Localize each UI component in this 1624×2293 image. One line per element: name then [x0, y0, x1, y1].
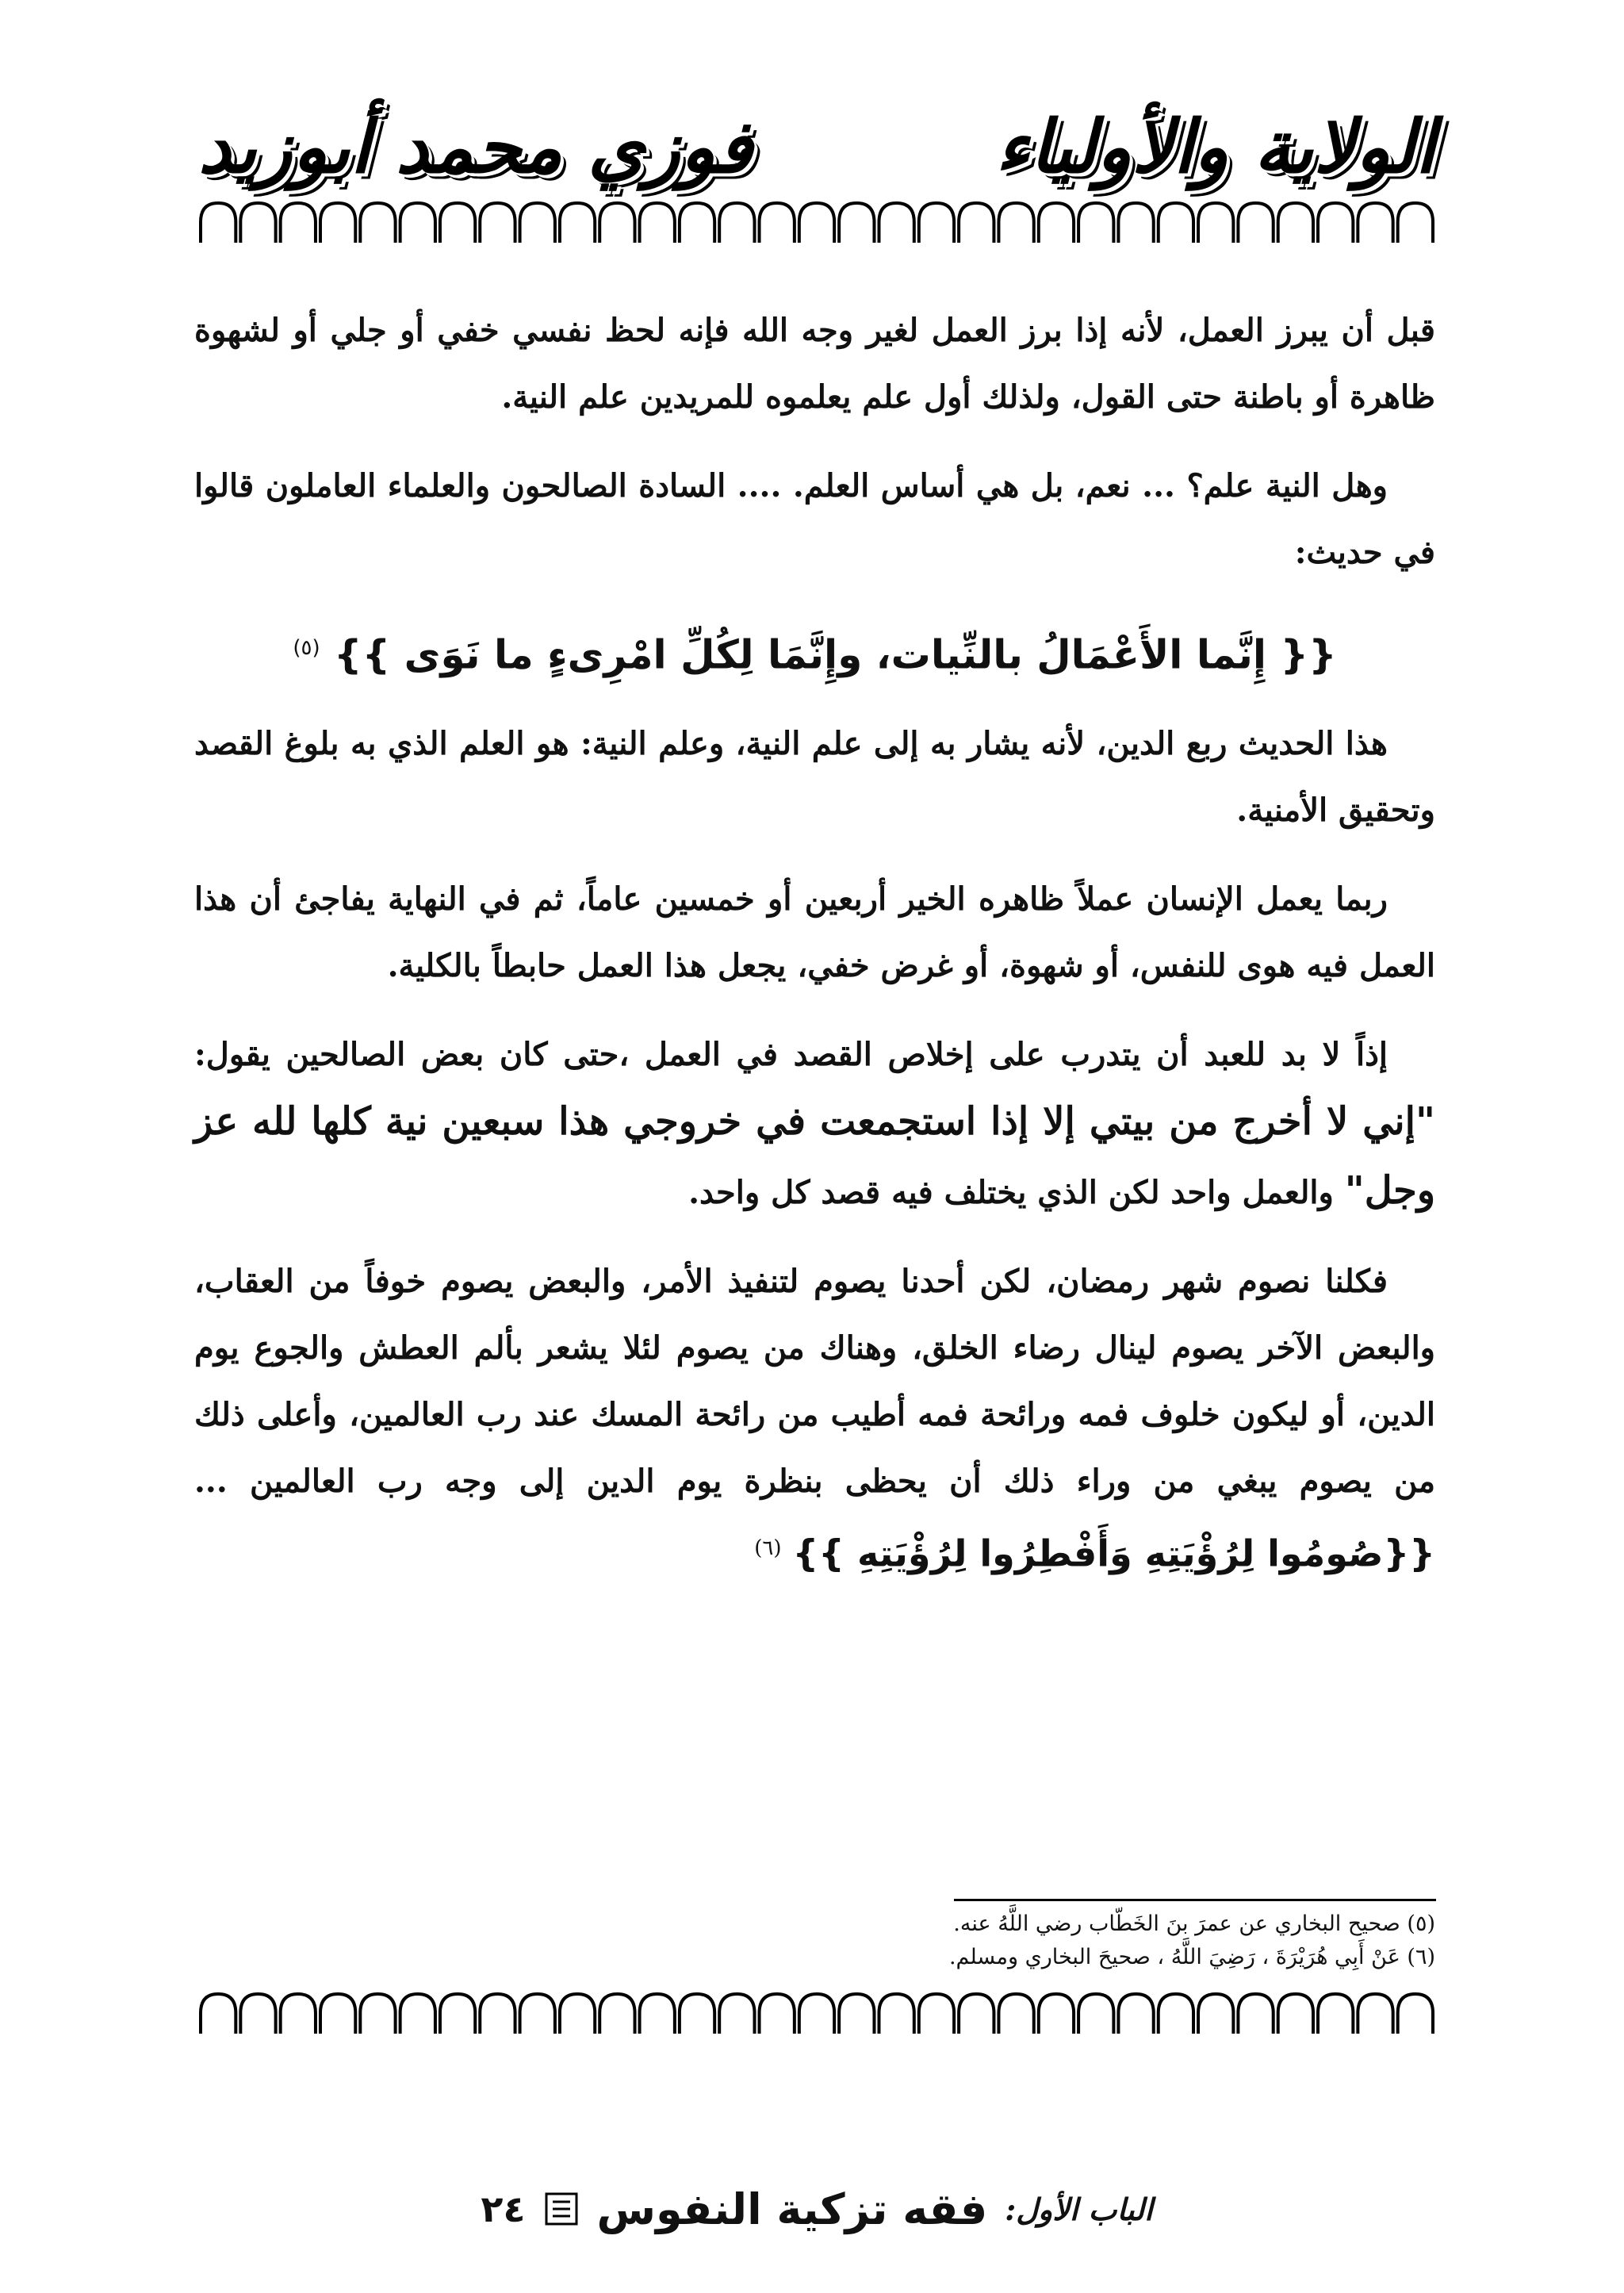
paragraph-2: وهل النية علم؟ ... نعم، بل هي أساس العلم. .... السادة الصالحون والعلماء العاملون قالوا في حديث:: [194, 467, 1435, 571]
bottom-ornamental-border: [198, 1989, 1435, 2037]
bottom-border-arches: [198, 1989, 1435, 2037]
hadith-text: {{ إِنَّما الأَعْمَالُ بالنِّيات، وإِنَّمَا لِكُلِّ امْرِىءٍ ما نَوَى }}: [334, 631, 1337, 678]
header-title: الولاية والأولياء: [995, 104, 1435, 190]
arch-pattern: [201, 1994, 1433, 2034]
main-text: [194, 297, 1435, 1611]
footnote-ref-5: (٥): [293, 636, 320, 660]
book-icon: [543, 2191, 580, 2227]
paragraph-3: هذا الحديث ربع الدين، لأنه يشار به إلى علم النية، وعلم النية: هو العلم الذي به بلوغ القصد وتحقيق الأمنية.: [194, 724, 1435, 829]
hadith-block: [194, 608, 1435, 695]
paragraph-1: قبل أن يبرز العمل، لأنه إذا برز العمل لغير وجه الله فإنه لحظ نفسي خفي أو جلي أو لشهوة ظاهرة أو باطنة حتى القول، ولذلك أول علم يعلموه للمريدين علم النية.: [194, 312, 1435, 416]
header-author: فوزي محمد أبوزيد: [198, 104, 753, 190]
page-number: ٢٤: [481, 2188, 526, 2230]
top-ornamental-border: [198, 198, 1435, 246]
footnote-5: (٥) صحيح البخاري عن عمرَ بنَ الخَطّاب رضي اللَّهُ عنه.: [953, 1911, 1435, 1936]
footnote-6: (٦) عَنْ أَبِي هُرَيْرَةَ ، رَضِيَ اللَّهُ ، صحيحَ البخاري ومسلم.: [948, 1945, 1435, 1969]
footer-title: فقه تزكية النفوس: [596, 2184, 988, 2234]
footnote-separator: [954, 1899, 1436, 1901]
top-border-arches: [198, 198, 1435, 246]
footnote-ref-6: (٦): [754, 1536, 782, 1560]
footnotes: [714, 1908, 1435, 1974]
saying-quote: "إني لا أخرج من بيتي إلا إذا استجمعت في خروجي هذا سبعين نية كلها لله عز وجل": [194, 1099, 1435, 1213]
arch-pattern: [201, 203, 1433, 243]
page-header: [198, 95, 1435, 198]
paragraph-4: ربما يعمل الإنسان عملاً ظاهره الخير أربعين أو خمسين عاماً، ثم في النهاية يفاجئ أن هذا العمل فيه هوى للنفس، أو شهوة، أو غرض خفي، يجعل هذا العمل حابطاً بالكلية.: [194, 880, 1435, 984]
paragraph-6: [194, 1248, 1435, 1589]
paragraph-5-end: والعمل واحد لكن الذي يختلف فيه قصد كل واحد.: [688, 1173, 1334, 1211]
paragraph-5: [194, 1022, 1435, 1226]
hadith-inline: {{صُومُوا لِرُؤْيَتِهِ وَأَفْطِرُوا لِرُؤْيَتِهِ }}: [792, 1531, 1435, 1574]
paragraph-6-text: فكلنا نصوم شهر رمضان، لكن أحدنا يصوم لتنفيذ الأمر، والبعض يصوم خوفاً من العقاب، والبعض الآخر يصوم لينال رضاء الخلق، وهناك من يصوم لئلا يشعر بألم العطش والجوع يوم الدين، أو ليكون خلوف فمه ورائحة فمه أطيب من رائحة المسك عند رب العالمين، وأعلى ذلك من يصوم يبغي من وراء ذلك أن يحظى بنظرة يوم الدين إلى وجه رب العالمين ...: [194, 1262, 1435, 1500]
paragraph-5-intro: إذاً لا بد للعبد أن يتدرب على إخلاص القصد في العمل ،حتى كان بعض الصالحين يقول:: [194, 1035, 1388, 1073]
footer-chapter: الباب الأول:: [1005, 2191, 1153, 2227]
page-footer: [198, 2173, 1435, 2245]
